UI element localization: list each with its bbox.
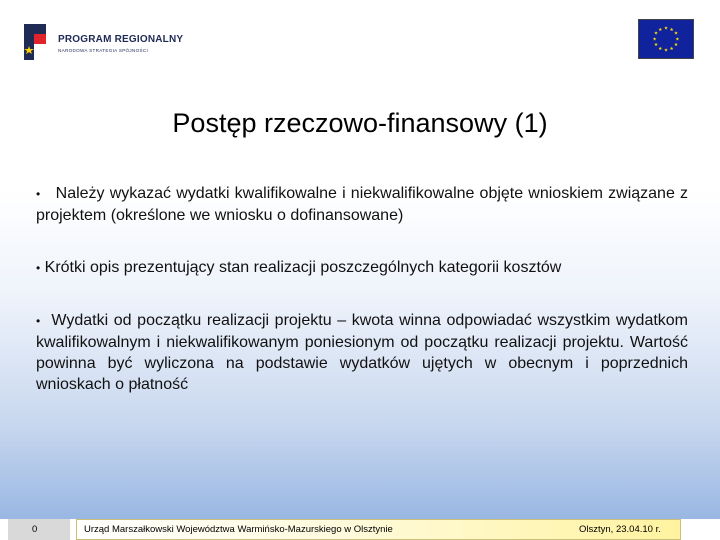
svg-text:★: ★ [653,31,659,37]
program-regionalny-logo-icon [20,20,50,64]
footer [0,519,720,540]
bullet-text: Krótki opis prezentujący stan realizacji poszczególnych kategorii kosztów [44,259,562,276]
svg-text:★: ★ [675,37,680,43]
bullet-text: Wydatki od początku realizacji projektu – kwota winna odpowiadać wszystkim wydatkom kwalifikowalnym i niekwalifikowanym poniesionym od początku realizacji projektu. Wartość powinna być wyliczona na podstawie wydatków ujętych w obecnym i poprzednich wnioskach o płatność [36,312,689,393]
svg-text:★: ★ [658,27,663,33]
page-number-box [8,519,70,540]
bullet-marker: • [36,187,41,201]
logo-title: PROGRAM REGIONALNY [58,34,184,45]
bullet-text: Należy wykazać wydatki kwalifikowalne i niekwalifikowalne objęte wnioskiem związane z projektem (określone we wniosku o dofinansowane) [36,185,688,224]
footer-date: Olsztyn, 23.04.10 r. [579,524,661,535]
svg-text:★: ★ [653,43,659,49]
eu-flag-icon [638,19,694,59]
bullet-item [36,183,688,226]
footer-organization: Urząd Marszałkowski Województwa Warmińsko-Mazurskiego w Olsztynie [84,524,393,535]
bullet-marker: • [36,314,41,328]
bullet-item [36,310,688,395]
svg-text:★: ★ [663,48,669,54]
svg-text:★: ★ [669,27,674,33]
page-number: 0 [32,524,38,535]
svg-text:★: ★ [673,43,679,49]
svg-text:★: ★ [663,26,669,32]
svg-text:★: ★ [652,37,657,43]
svg-text:★: ★ [673,31,679,37]
svg-text:★: ★ [669,46,674,52]
program-logo [0,0,210,84]
logo-subtitle: NARODOWA STRATEGIA SPÓJNOŚCI [58,48,149,53]
bullet-marker: • [36,261,41,275]
slide-title: Postęp rzeczowo-finansowy (1) [172,108,548,138]
svg-text:★: ★ [658,46,663,52]
bullet-item [36,257,688,279]
